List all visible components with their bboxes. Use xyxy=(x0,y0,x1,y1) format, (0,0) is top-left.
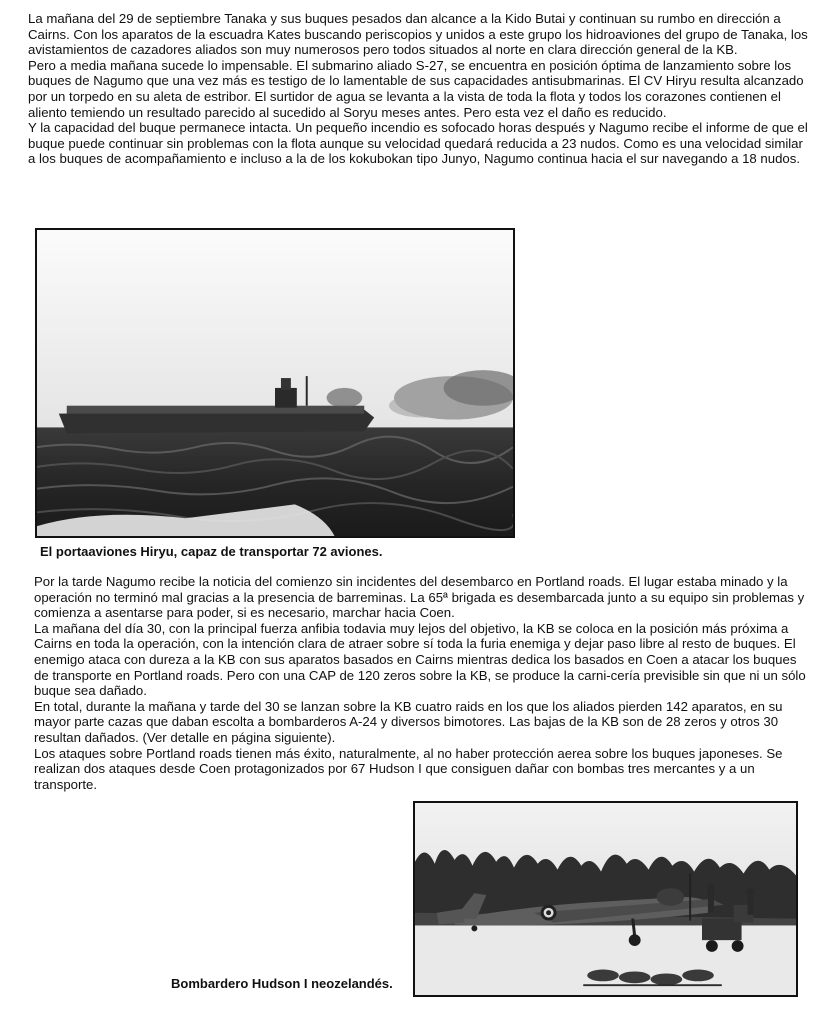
paragraph: Por la tarde Nagumo recibe la noticia del comienzo sin incidentes del desembarco en Portland roads. El lugar estaba minado y la operación no terminó mal gracias a la presencia de barreminas. La 65ª brigada es desembarcada junto a su equipo sin problemas y comienza a asentarse para poder, si es necesario, marchar hacia Coen. xyxy=(34,574,805,621)
top-text-block xyxy=(28,11,813,167)
carrier-photo-caption: El portaaviones Hiryu, capaz de transportar 72 aviones. xyxy=(40,544,383,559)
paragraph: La mañana del día 30, con la principal fuerza anfibia todavia muy lejos del objetivo, la KB se coloca en la posición más próxima a Cairns en toda la operación, con la intención clara de atraer sobre sí toda la furia enemiga y dejar paso libre al resto de buques. El enemigo ataca con dureza a la KB con sus aparatos basados en Cairns mientras dedica los basados en Coen a atacar los buques de transporte en Portland roads. Pero con una CAP de 120 zeros sobre la KB, se produce la carni-cería previsible sin que ni un sólo buque sea dañado. xyxy=(34,620,806,699)
paragraph: Y la capacidad del buque permanece intacta. Un pequeño incendio es sofocado horas después y Nagumo recibe el informe de que el buque puede continuar sin problemas con la flota aunque su velocidad quedará reducida a 23 nudos. Como es una velocidad similar a los buques de acompañamiento e incluso a la de los kokubokan tipo Junyo, Nagumo continua hacia el sur navegando a 18 nudos. xyxy=(28,120,808,167)
carrier-photo xyxy=(35,228,515,538)
bomber-photo xyxy=(413,801,798,997)
paragraph: En total, durante la mañana y tarde del 30 se lanzan sobre la KB cuatro raids en los que los aliados pierden 142 aparatos, en su mayor parte cazas que daban escolta a bombarderos A-24 y diversos bimotores. Las bajas de la KB son de 28 zeros y otros 30 resultan dañados. (Ver detalle en página siguiente). xyxy=(34,698,783,745)
paragraph: Los ataques sobre Portland roads tienen más éxito, naturalmente, al no haber protección aerea sobre los buques japoneses. Se realizan dos ataques desde Coen protagonizados por 67 Hudson I que consiguen dañar con bombas tres mercantes y a un transporte. xyxy=(34,745,783,792)
paragraph: La mañana del 29 de septiembre Tanaka y sus buques pesados dan alcance a la Kido Butai y continuan su rumbo en dirección a Cairns. Con los aparatos de la escuadra Kates buscando periscopios y unidos a este grupo los hidroaviones del grupo de Tanaka, los avistamientos de cazadores aliados son muy numerosos pero todos situados al norte en clara dirección general de la KB. xyxy=(28,11,808,58)
bomber-photo-caption: Bombardero Hudson I neozelandés. xyxy=(171,976,393,991)
paragraph: Pero a media mañana sucede lo impensable. El submarino aliado S-27, se encuentra en posición óptima de lanzamiento sobre los buques de Nagumo que una vez más es testigo de lo lamentable de sus capacidades antisubmarinas. El CV Hiryu resulta alcanzado por un torpedo en su aleta de estribor. El surtidor de agua se levanta a la vista de toda la flota y todos los corazones contienen el aliento temiendo un resultado parecido al sucedido al Soryu meses antes. Pero esta vez el daño es reducido. xyxy=(28,57,804,120)
bomber-photo-graphic xyxy=(415,803,796,995)
middle-text-block xyxy=(34,574,814,792)
carrier-photo-graphic xyxy=(37,230,513,536)
